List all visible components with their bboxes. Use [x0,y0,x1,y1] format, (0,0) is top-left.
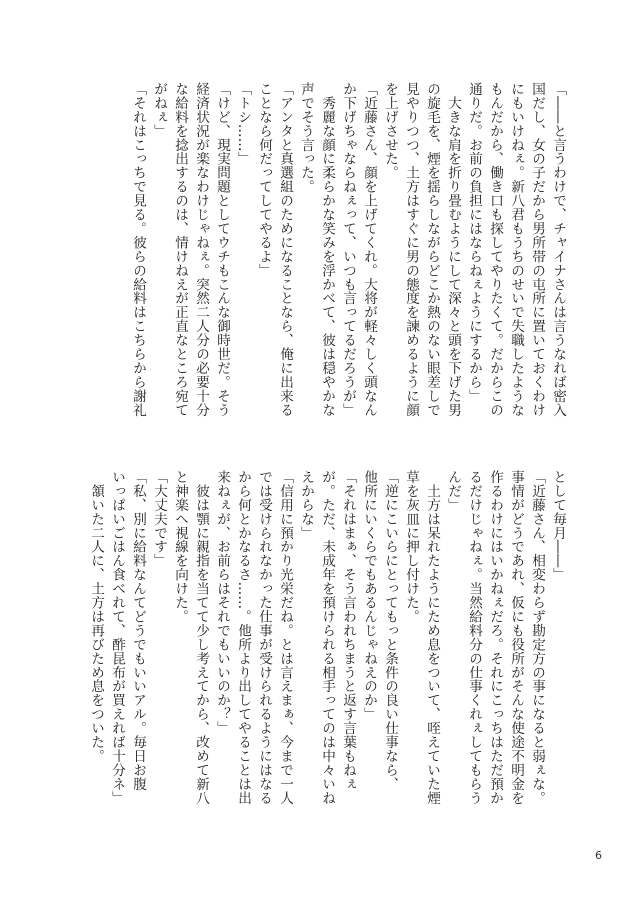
text-line: いっぱいごはん食べれて、酢昆布が買えれば十分ネ」 [109,470,125,805]
text-line: 「アンタと真選組のためになることなら、俺に出来る [277,82,293,417]
text-line: 声でそう言った。 [298,82,314,194]
text-line: 「逆にこいらにとってもっと条件の良い仕事なら、 [382,470,398,791]
page-number: 6 [595,849,602,862]
text-line: が。ただ、未成年を預けられる相手ってのは中々いね [319,470,335,805]
text-line: か下げちゃならねぇって、いつも言ってるだろうが」 [340,82,356,417]
text-line: 「けど、現実問題としてウチもこんな御時世だ。そう [214,82,230,417]
text-line: 草を灰皿に押し付けた。 [403,470,419,624]
upper-text-block [127,82,568,482]
text-line: もんだから、働き口も探してやりたくて。だからこの [487,82,503,417]
text-line: 来ねぇが、お前らはそれでもいいのか？」 [214,470,230,736]
text-line: 見やりつつ、土方はすぐに男の態度を諫めるように顔 [403,82,419,417]
text-line: な給料を捻出するのは、情けねえが正直なところ宛て [172,82,188,417]
text-line: んだ」 [445,470,461,512]
text-line: 「トシ……」 [235,82,251,166]
text-line: 「近藤さん、顔を上げてくれ。大将が軽々しく頭なん [361,82,377,417]
text-line: を上げさせた。 [382,82,398,180]
text-line: 事情がどうであれ、仮にも役所がそんな使途不明金を [508,470,524,805]
text-line: 土方は呆れたようにため息をついて、咥えていた煙 [424,470,440,805]
text-line: 経済状況が楽なわけじゃねぇ。突然二人分の必要十分 [193,82,209,417]
text-line: 「それはこっちで見る。彼らの給料はこちらから謝礼 [130,82,146,417]
text-line: 他所にいくらでもあるんじゃねえのか」 [361,470,377,722]
lower-text-block [85,470,568,805]
text-line: では受けられなかった仕事が受けられるようにはなる [256,470,272,805]
text-line: 大きな肩を折り畳むようにして深々と頭を下げた男 [445,82,461,417]
text-line: 作るわけにはいかねぇだろ。それにこっちはただ預か [487,470,503,805]
text-line: 彼は顎に親指を当てて少し考えてから、改めて新八 [193,470,209,805]
text-line: 「近藤さん、相変わらず勘定方の事になると弱ぇな。 [529,470,545,805]
text-line: るだけじゃねぇ。当然給料分の仕事くれぇしてもらう [466,470,482,805]
text-line: と神楽へ視線を向けた。 [172,470,188,624]
text-line: 国だし、女の子だから男所帯の屯所に置いておくわけ [529,82,545,417]
text-line: にもいけねぇ。新八君もうちのせいで失職したような [508,82,524,417]
text-line: 「私、別に給料なんてどうでもいいアル。毎日お腹 [130,470,146,791]
text-line: 秀麗な顔に柔らかな笑みを浮かべて、彼は穏やかな [319,82,335,417]
text-line: の旋毛を、煙を揺らしながらどこか熱のない眼差しで [424,82,440,417]
text-line: ことなら何だってしてやるよ」 [256,82,272,278]
text-line: 「信用に預かり光栄だね。とは言えまぁ、今まで一人 [277,470,293,805]
text-line: 「大丈夫です」 [151,470,167,568]
text-line: えからな」 [298,470,314,540]
text-line: として毎月――」 [550,470,566,582]
text-line: 頷いた二人に、土方は再びため息をついた。 [88,470,104,763]
text-line: がねぇ」 [151,82,167,138]
text-line: 「――と言うわけで、チャイナさんは言うなれば密入 [550,82,566,417]
text-line: から何とかなるさ……。他所より出してやることは出 [235,470,251,805]
text-line: 「それはまぁ、そう言われちまうと返す言葉もねぇ [340,470,356,791]
text-line: 通りだ。お前の負担にはならねぇようにするから」 [466,82,482,403]
